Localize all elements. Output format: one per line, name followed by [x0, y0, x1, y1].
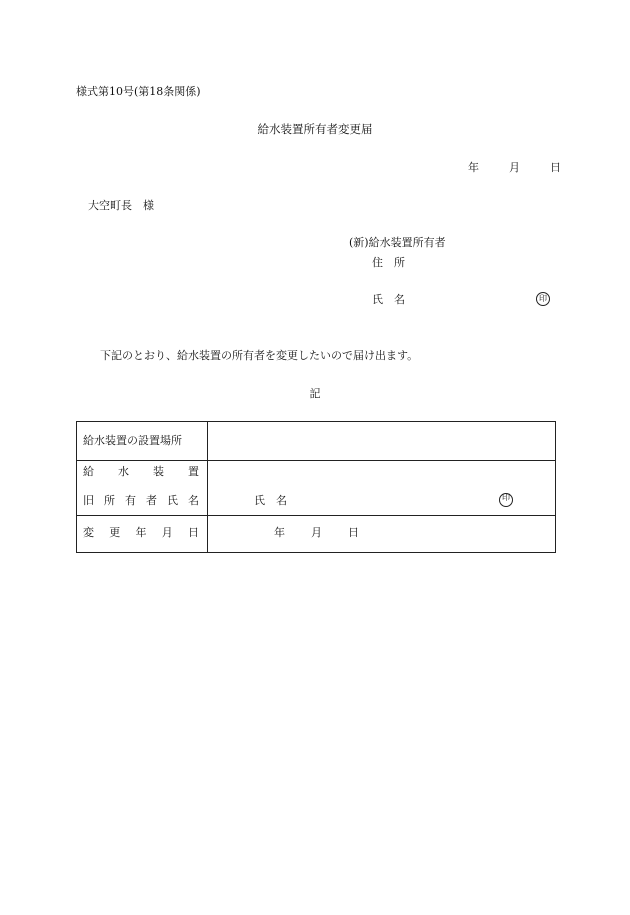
previous-owner-label-char: 者 — [146, 494, 157, 507]
device-label-char: 水 — [118, 465, 129, 478]
device-label-char: 置 — [188, 465, 199, 478]
name-label: 氏 名 — [372, 293, 405, 306]
ki-label: 記 — [309, 387, 321, 400]
location-label: 給水装置の設置場所 — [83, 434, 182, 447]
detail-table — [76, 421, 556, 553]
date-day: 日 — [550, 161, 561, 174]
location-value-cell[interactable] — [208, 422, 556, 461]
device-label-char: 給 — [83, 465, 94, 478]
change-date-label-cell — [77, 516, 208, 553]
change-date-month: 月 — [311, 526, 322, 539]
new-owner-label: (新)給水装置所有者 — [349, 236, 446, 249]
addressee: 大空町長 様 — [88, 199, 154, 212]
previous-owner-label-char: 旧 — [83, 494, 94, 507]
address-label: 住 所 — [372, 256, 405, 269]
change-date-label-char: 更 — [109, 526, 121, 539]
change-date-year: 年 — [274, 526, 285, 539]
date-month: 月 — [509, 161, 520, 174]
device-label — [83, 466, 199, 477]
location-label-cell — [77, 422, 208, 461]
change-date-value-cell[interactable] — [208, 516, 556, 553]
previous-owner-label — [83, 495, 199, 506]
table-row-previous-owner — [77, 461, 556, 516]
table-row-change-date — [77, 516, 556, 553]
previous-owner-label-char: 名 — [188, 494, 199, 507]
change-date-value — [274, 527, 359, 538]
table-row-location — [77, 422, 556, 461]
change-date-label-char: 変 — [83, 526, 94, 539]
change-date-label — [83, 527, 199, 538]
previous-owner-name-label: 氏 名 — [254, 494, 287, 507]
statement-text: 下記のとおり、給水装置の所有者を変更したいので届け出ます。 — [100, 349, 419, 362]
change-date-label-char: 年 — [135, 526, 147, 539]
submission-date — [468, 162, 561, 173]
previous-owner-value-cell[interactable] — [208, 461, 556, 516]
change-date-label-char: 月 — [161, 526, 173, 539]
previous-owner-label-char: 有 — [125, 494, 136, 507]
previous-owner-label-cell — [77, 461, 208, 516]
previous-owner-label-char: 氏 — [167, 494, 178, 507]
previous-owner-label-char: 所 — [104, 494, 115, 507]
device-label-char: 装 — [153, 465, 164, 478]
date-year: 年 — [468, 161, 479, 174]
document-title: 給水装置所有者変更届 — [257, 122, 373, 136]
change-date-day: 日 — [348, 526, 359, 539]
change-date-label-char: 日 — [188, 526, 199, 539]
seal-mark-icon: 印 — [536, 292, 550, 306]
form-number: 様式第10号(第18条関係) — [76, 85, 201, 98]
seal-mark-icon: 印 — [499, 493, 513, 507]
